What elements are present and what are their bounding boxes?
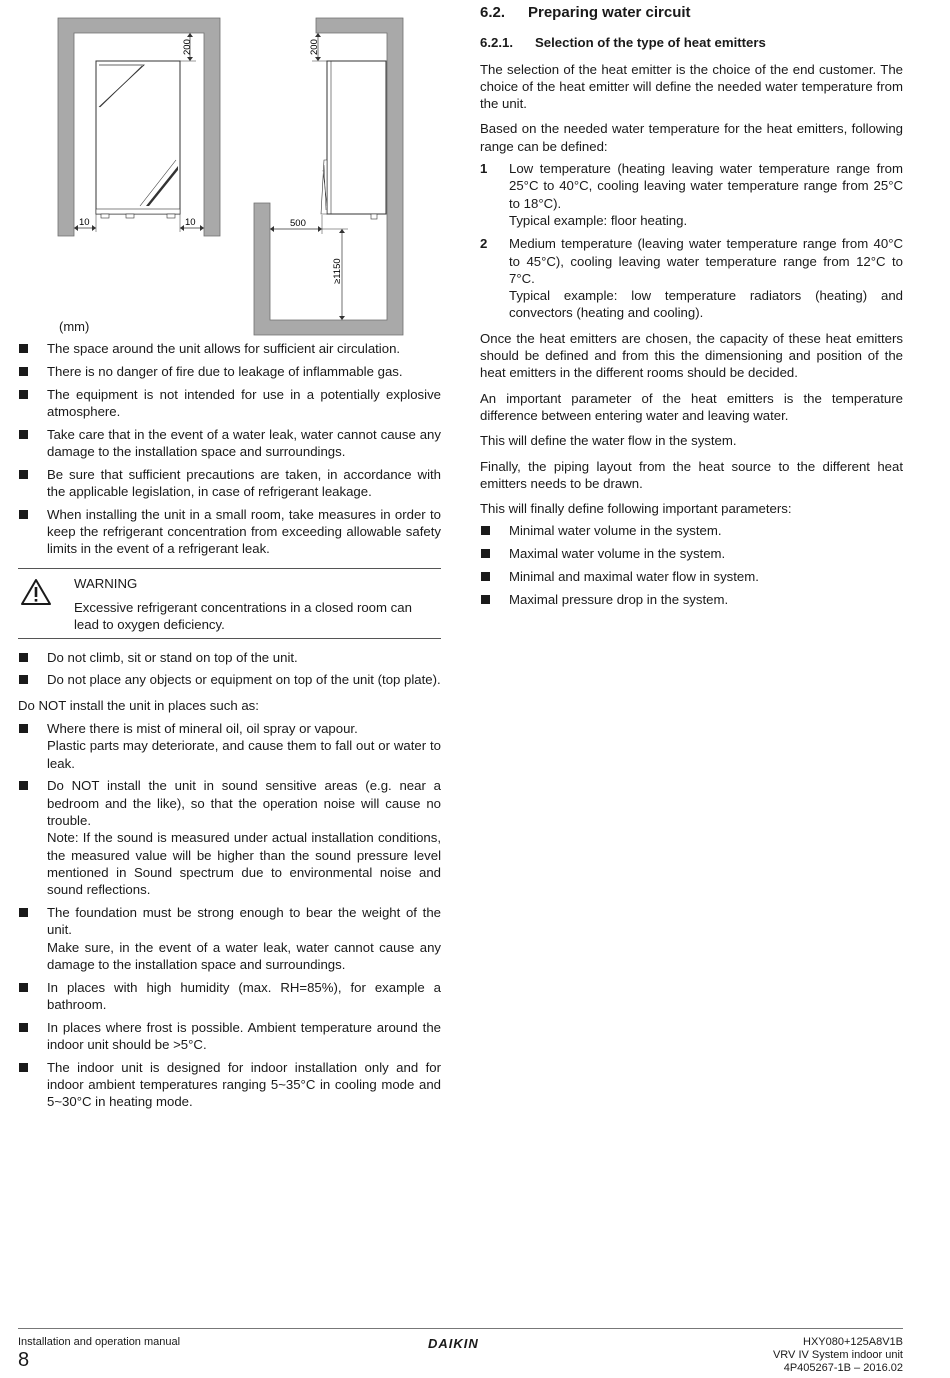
warning-title: WARNING — [74, 575, 138, 591]
paragraph: Once the heat emitters are chosen, the capacity of these heat emitters should be defined and from this the dimensioning and position of the heat emitters in the different rooms should be decided. — [480, 330, 903, 381]
list-item: 2 Medium temperature (leaving water temperature range from 40°C to 45°C), cooling leaving water temperature range from 12°C to 7°C. Typical example: low temperature radiators (heating) and convectors (heating and cooling). — [480, 236, 903, 321]
paragraph: An important parameter of the heat emitters is the temperature difference between entering water and leaving water. — [480, 390, 903, 423]
list-item: Take care that in the event of a water leak, water cannot cause any damage to the installation space and surroundings. — [18, 426, 441, 461]
left-column — [18, 10, 441, 1116]
document-number: 4P405267-1B – 2016.02 — [783, 1362, 903, 1374]
list-item: Do not place any objects or equipment on top of the unit (top plate). — [18, 671, 441, 688]
bullet-square-icon — [19, 675, 28, 684]
list-item: Do NOT install the unit in sound sensitive areas (e.g. near a bedroom and the like), so that the operation noise will cause no trouble. Note: If the sound is measured under actual installation conditions, the measured value will be higher than the sound pressure level mentioned in Sound spectrum due to environmental noise and sound reflections. — [18, 777, 441, 898]
installation-clearance-figure — [18, 10, 441, 340]
bullet-square-icon — [19, 430, 28, 439]
bullet-square-icon — [19, 367, 28, 376]
bullet-square-icon — [481, 526, 490, 535]
bullet-square-icon — [481, 549, 490, 558]
paragraph: Based on the needed water temperature for the heat emitters, following range can be defined: — [480, 121, 903, 154]
dim-left: 10 — [79, 217, 90, 228]
bullet-square-icon — [19, 1063, 28, 1072]
list-item: Do not climb, sit or stand on top of the unit. — [18, 649, 441, 666]
do-not-install-list — [18, 720, 441, 1111]
list-item: The indoor unit is designed for indoor installation only and for indoor ambient temperatures ranging 5~35°C in cooling mode and 5~30°C in heating mode. — [18, 1059, 441, 1111]
list-item: Minimal and maximal water flow in system. — [480, 568, 903, 585]
list-item: Be sure that sufficient precautions are taken, in accordance with the applicable legislation, in case of refrigerant leakage. — [18, 466, 441, 501]
dim-floor: ≥1150 — [332, 258, 343, 284]
top-plate-list — [18, 649, 441, 689]
document-info — [773, 1336, 903, 1375]
right-column — [480, 4, 903, 614]
list-item: Maximal water volume in the system. — [480, 545, 903, 562]
clearance-diagram — [18, 10, 441, 340]
list-item: The space around the unit allows for sufficient air circulation. — [18, 340, 441, 357]
warning-text: Excessive refrigerant concentrations in a closed room can lead to oxygen deficiency. — [74, 600, 412, 633]
section-heading: 6.2. Preparing water circuit — [480, 4, 691, 21]
page-number: 8 — [18, 1349, 30, 1371]
dim-right: 10 — [185, 217, 196, 228]
bullet-square-icon — [19, 781, 28, 790]
bullet-square-icon — [19, 908, 28, 917]
list-item: In places where frost is possible. Ambient temperature around the indoor unit should be >5°C. — [18, 1019, 441, 1054]
bullet-square-icon — [19, 510, 28, 519]
dim-front: 500 — [290, 218, 306, 229]
list-item: In places with high humidity (max. RH=85%), for example a bathroom. — [18, 979, 441, 1014]
unit-label: (mm) — [59, 319, 90, 334]
list-item: The foundation must be strong enough to bear the weight of the unit. Make sure, in the event of a water leak, water cannot cause any damage to the installation space and surroundings. — [18, 904, 441, 973]
paragraph: This will define the water flow in the system. — [480, 433, 737, 449]
list-item: Maximal pressure drop in the system. — [480, 591, 903, 608]
dim-top-side: 200 — [309, 39, 320, 55]
warning-box — [18, 568, 441, 639]
bullet-square-icon — [481, 572, 490, 581]
bullet-square-icon — [19, 1023, 28, 1032]
bullet-square-icon — [19, 724, 28, 733]
list-item: 1 Low temperature (heating leaving water temperature range from 25°C to 40°C, cooling leaving water temperature range from 25°C to 18°C). Typical example: floor heating. — [480, 161, 903, 228]
list-item: There is no danger of fire due to leakage of inflammable gas. — [18, 363, 441, 380]
manual-title: Installation and operation manual — [18, 1336, 181, 1348]
paragraph: Finally, the piping layout from the heat source to the different heat emitters needs to be drawn. — [480, 458, 903, 491]
temperature-range-list — [480, 160, 903, 322]
warning-triangle-icon — [20, 578, 52, 606]
do-not-install-intro: Do NOT install the unit in places such as: — [18, 697, 259, 713]
bullet-square-icon — [19, 390, 28, 399]
brand-logo: DAIKIN — [428, 1336, 479, 1351]
bullet-square-icon — [481, 595, 490, 604]
list-item: Minimal water volume in the system. — [480, 522, 903, 539]
subsection-heading: 6.2.1. Selection of the type of heat emitters — [480, 35, 766, 51]
list-item: When installing the unit in a small room, take measures in order to keep the refrigerant concentration from exceeding allowable safety limits in the event of a refrigerant leak. — [18, 506, 441, 558]
list-item: Where there is mist of mineral oil, oil spray or vapour. Plastic parts may deteriorate, and cause them to fall out or water to leak. — [18, 720, 441, 772]
model-code: HXY080+125A8V1B — [803, 1336, 903, 1348]
paragraph: The selection of the heat emitter is the choice of the end customer. The choice of the heat emitter will define the needed water temperature from the unit. — [480, 61, 903, 112]
bullet-square-icon — [19, 983, 28, 992]
page-footer — [18, 1328, 903, 1374]
bullet-square-icon — [19, 653, 28, 662]
dim-top-front: 200 — [182, 39, 193, 55]
product-name: VRV IV System indoor unit — [772, 1349, 903, 1361]
requirements-list — [18, 340, 441, 558]
bullet-square-icon — [19, 344, 28, 353]
parameters-list — [480, 522, 903, 608]
bullet-square-icon — [19, 470, 28, 479]
paragraph: This will finally define following important parameters: — [480, 501, 792, 517]
list-item: The equipment is not intended for use in a potentially explosive atmosphere. — [18, 386, 441, 421]
